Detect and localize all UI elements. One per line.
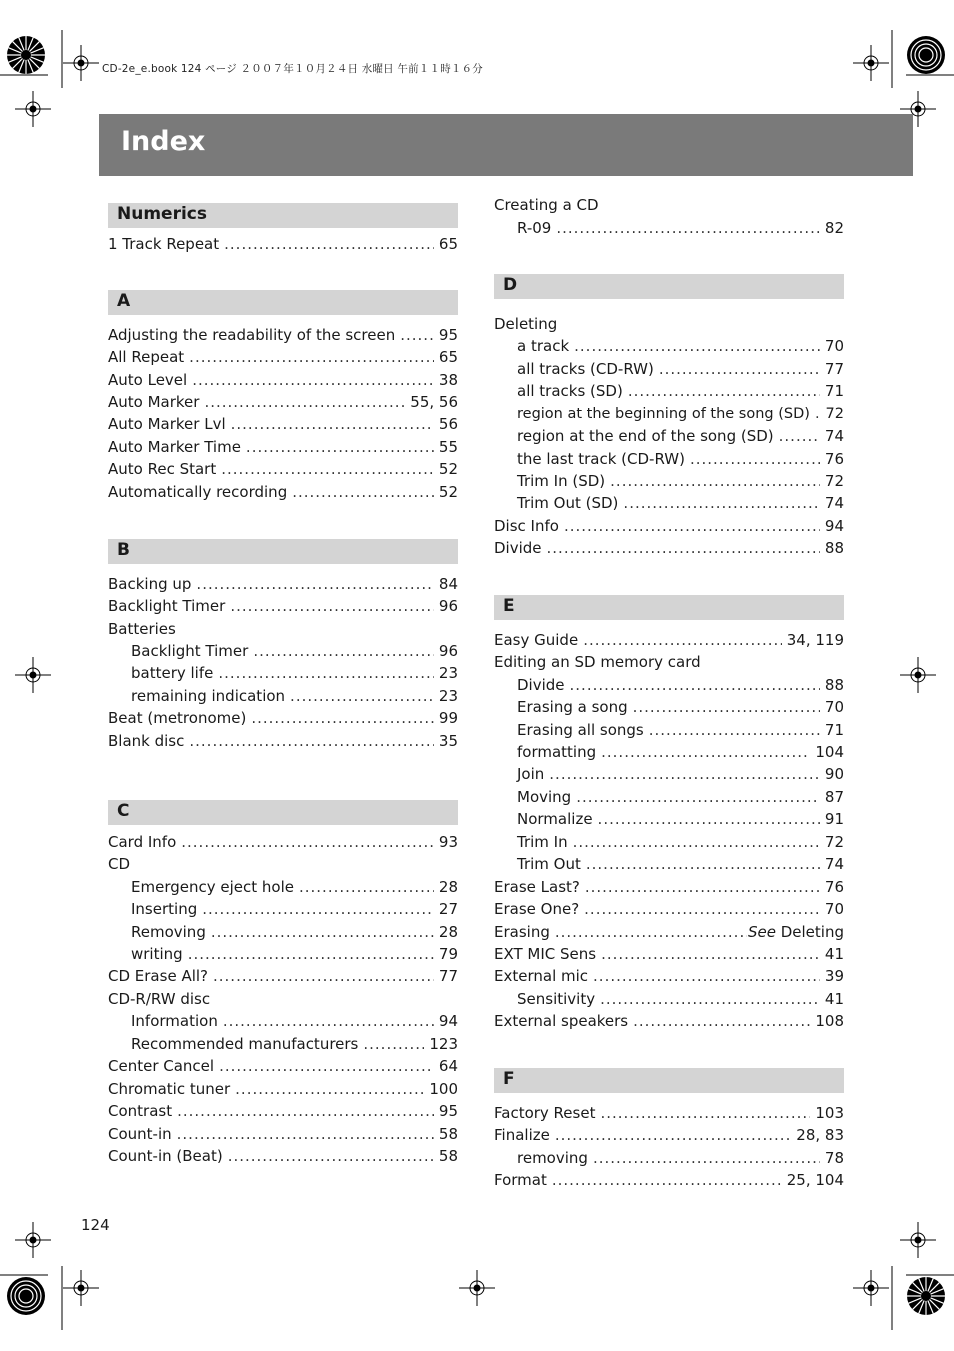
index-entry: Backlight Timer ..... 96 [108,595,458,617]
index-subentry: all tracks (CD-RW) ..... 77 [517,358,844,380]
print-slug: CD-2e_e.book 124 ページ ２００７年１０月２４日 水曜日 午前１１時１６分 [102,63,484,75]
index-subentry: Erasing a song ..... 70 [517,696,844,718]
color-fan-icon [906,1276,946,1316]
registration-mark-icon [63,45,99,81]
index-entry: Deleting [494,315,558,333]
index-entry: Blank disc ..... 35 [108,730,458,752]
index-entry: 1 Track Repeat ..... 65 [108,233,458,255]
index-subentry: Emergency eject hole ..... 28 [131,876,458,898]
index-subentry: Divide ..... 88 [517,674,844,696]
section-heading-a: A [108,290,458,315]
registration-mark-icon [900,1222,936,1258]
index-entry: External speakers ..... 108 [494,1010,844,1032]
index-subentry: all tracks (SD) ..... 71 [517,380,844,402]
index-subentry: Removing ..... 28 [131,921,458,943]
section-heading-c: C [108,800,458,825]
index-entry: Easy Guide ..... 34, 119 [494,629,844,651]
index-subentry: the last track (CD-RW) ..... 76 [517,448,844,470]
index-subentry: Normalize ..... 91 [517,808,844,830]
index-entry: CD-R/RW disc [108,990,211,1008]
index-entry: Erase Last? ..... 76 [494,876,844,898]
color-fan-icon [6,1276,46,1316]
registration-mark-icon [853,45,889,81]
registration-mark-icon [900,657,936,693]
index-entry: Adjusting the readability of the screen ..... 95 [108,324,458,346]
index-subentry: R-09 ..... 82 [517,217,844,239]
index-entry: Editing an SD memory card [494,653,701,671]
index-entry: CD [108,855,131,873]
index-entry: Contrast ..... 95 [108,1100,458,1122]
index-subentry: Backlight Timer ..... 96 [131,640,458,662]
index-subentry: Moving ..... 87 [517,786,844,808]
index-subentry: Recommended manufacturers ..... 123 [131,1033,458,1055]
index-entry: Creating a CD [494,196,599,214]
index-entry: All Repeat ..... 65 [108,346,458,368]
index-entry: Format ..... 25, 104 [494,1169,844,1191]
index-entry: CD Erase All? ..... 77 [108,965,458,987]
index-entry: Auto Level ..... 38 [108,369,458,391]
color-fan-icon [6,35,46,75]
page-number: 124 [81,1216,110,1234]
see-target: Deleting [780,923,844,941]
index-entry: Auto Marker Time ..... 55 [108,436,458,458]
index-entry: Center Cancel ..... 64 [108,1055,458,1077]
index-entry: Finalize ..... 28, 83 [494,1124,844,1146]
index-entry: Batteries [108,620,176,638]
index-subentry: formatting ..... 104 [517,741,844,763]
index-entry: EXT MIC Sens ..... 41 [494,943,844,965]
index-entry: Auto Marker Lvl ..... 56 [108,413,458,435]
registration-mark-icon [15,91,51,127]
index-subentry: battery life ..... 23 [131,662,458,684]
index-entry: Factory Reset ..... 103 [494,1102,844,1124]
title-banner [99,114,913,176]
section-heading-d: D [494,274,844,299]
index-entry-see-reference: Erasing ..... See Deleting [494,921,844,943]
registration-mark-icon [15,1222,51,1258]
index-entry: Disc Info ..... 94 [494,515,844,537]
index-subentry: a track ..... 70 [517,335,844,357]
index-entry: Count-in ..... 58 [108,1123,458,1145]
index-subentry: Trim Out ..... 74 [517,853,844,875]
index-entry: Auto Rec Start ..... 52 [108,458,458,480]
index-subentry: Join ..... 90 [517,763,844,785]
registration-mark-icon [853,1270,889,1306]
index-entry: External mic ..... 39 [494,965,844,987]
index-subentry: Erasing all songs ..... 71 [517,719,844,741]
index-entry: Auto Marker ..... 55, 56 [108,391,458,413]
index-subentry: Trim Out (SD) ..... 74 [517,492,844,514]
index-entry: Card Info ..... 93 [108,831,458,853]
section-heading-e: E [494,595,844,620]
index-subentry: Trim In ..... 72 [517,831,844,853]
registration-mark-icon [63,1270,99,1306]
index-subentry: Sensitivity ..... 41 [517,988,844,1010]
section-heading-f: F [494,1068,844,1093]
index-subentry: region at the end of the song (SD) ..... 74 [517,425,844,447]
index-entry: Erase One? ..... 70 [494,898,844,920]
registration-mark-icon [15,657,51,693]
index-entry: Count-in (Beat) ..... 58 [108,1145,458,1167]
index-subentry: Information ..... 94 [131,1010,458,1032]
registration-mark-icon [459,1270,495,1306]
index-subentry: remaining indication ..... 23 [131,685,458,707]
section-heading-b: B [108,539,458,564]
index-subentry: Inserting ..... 27 [131,898,458,920]
page-title: Index [121,126,206,157]
color-fan-icon [906,35,946,75]
index-subentry: Trim In (SD) ..... 72 [517,470,844,492]
index-subentry: region at the beginning of the song (SD) ..... 72 [517,403,844,425]
index-entry: Automatically recording ..... 52 [108,481,458,503]
index-entry: Beat (metronome) ..... 99 [108,707,458,729]
index-subentry: writing ..... 79 [131,943,458,965]
index-entry: Divide ..... 88 [494,537,844,559]
index-subentry: removing ..... 78 [517,1147,844,1169]
section-heading-numerics: Numerics [108,203,458,228]
index-entry: Backing up ..... 84 [108,573,458,595]
index-entry: Chromatic tuner ..... 100 [108,1078,458,1100]
see-label: See [747,923,776,941]
